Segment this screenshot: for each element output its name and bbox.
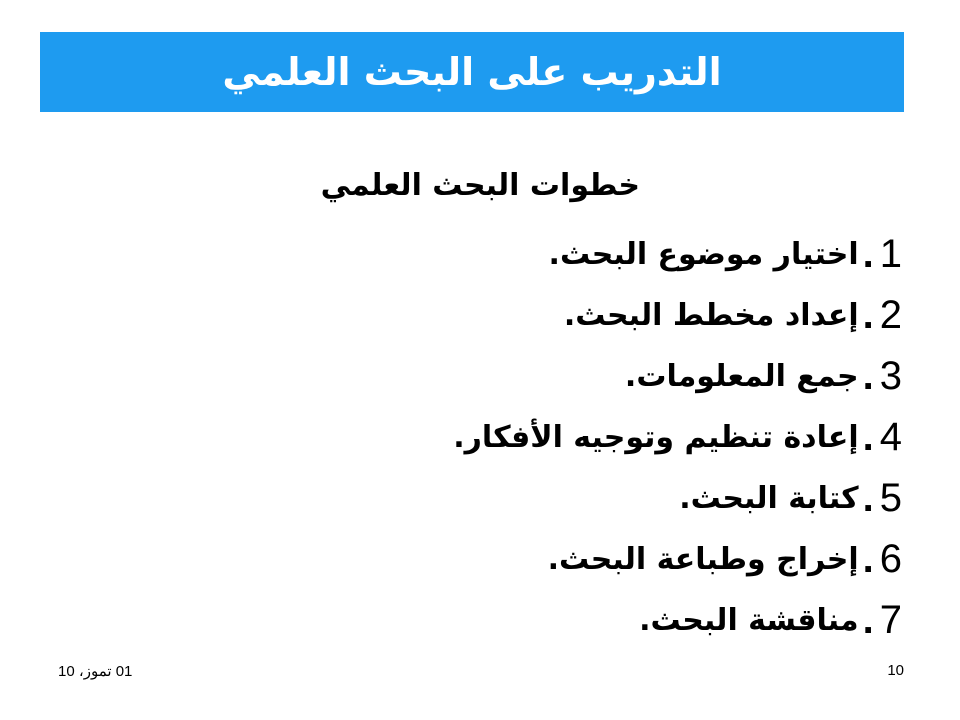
step-number-separator: . xyxy=(862,598,874,642)
step-number: 6 xyxy=(879,537,902,581)
step-text: مناقشة البحث. xyxy=(639,603,859,638)
step-number-separator: . xyxy=(862,537,874,581)
footer-date: 01 تموز، 10 xyxy=(58,663,133,680)
step-text: جمع المعلومات. xyxy=(624,359,859,394)
footer-page-number: 10 xyxy=(887,662,904,679)
step-item xyxy=(453,224,902,285)
step-text: إخراج وطباعة البحث. xyxy=(547,542,859,577)
step-item xyxy=(453,468,902,529)
step-item xyxy=(453,346,902,407)
step-number: 3 xyxy=(879,354,902,398)
step-number-separator: . xyxy=(862,415,874,459)
step-number-separator: . xyxy=(862,293,874,337)
slide-title: التدريب على البحث العلمي xyxy=(222,50,722,94)
section-heading: خطوات البحث العلمي xyxy=(320,168,640,203)
step-item xyxy=(453,285,902,346)
title-bar xyxy=(40,32,904,112)
step-number-separator: . xyxy=(862,476,874,520)
step-text: إعادة تنظيم وتوجيه الأفكار. xyxy=(453,420,859,455)
step-number: 1 xyxy=(879,232,902,276)
step-item xyxy=(453,590,902,651)
step-text: إعداد مخطط البحث. xyxy=(563,298,859,333)
step-number-separator: . xyxy=(862,232,874,276)
step-number: 5 xyxy=(879,476,902,520)
step-item xyxy=(453,529,902,590)
step-text: اختيار موضوع البحث. xyxy=(548,237,859,272)
step-number: 2 xyxy=(879,293,902,337)
step-item xyxy=(453,407,902,468)
steps-list xyxy=(453,224,902,651)
step-number: 7 xyxy=(879,598,902,642)
step-number-separator: . xyxy=(862,354,874,398)
step-text: كتابة البحث. xyxy=(679,481,859,516)
step-number: 4 xyxy=(879,415,902,459)
